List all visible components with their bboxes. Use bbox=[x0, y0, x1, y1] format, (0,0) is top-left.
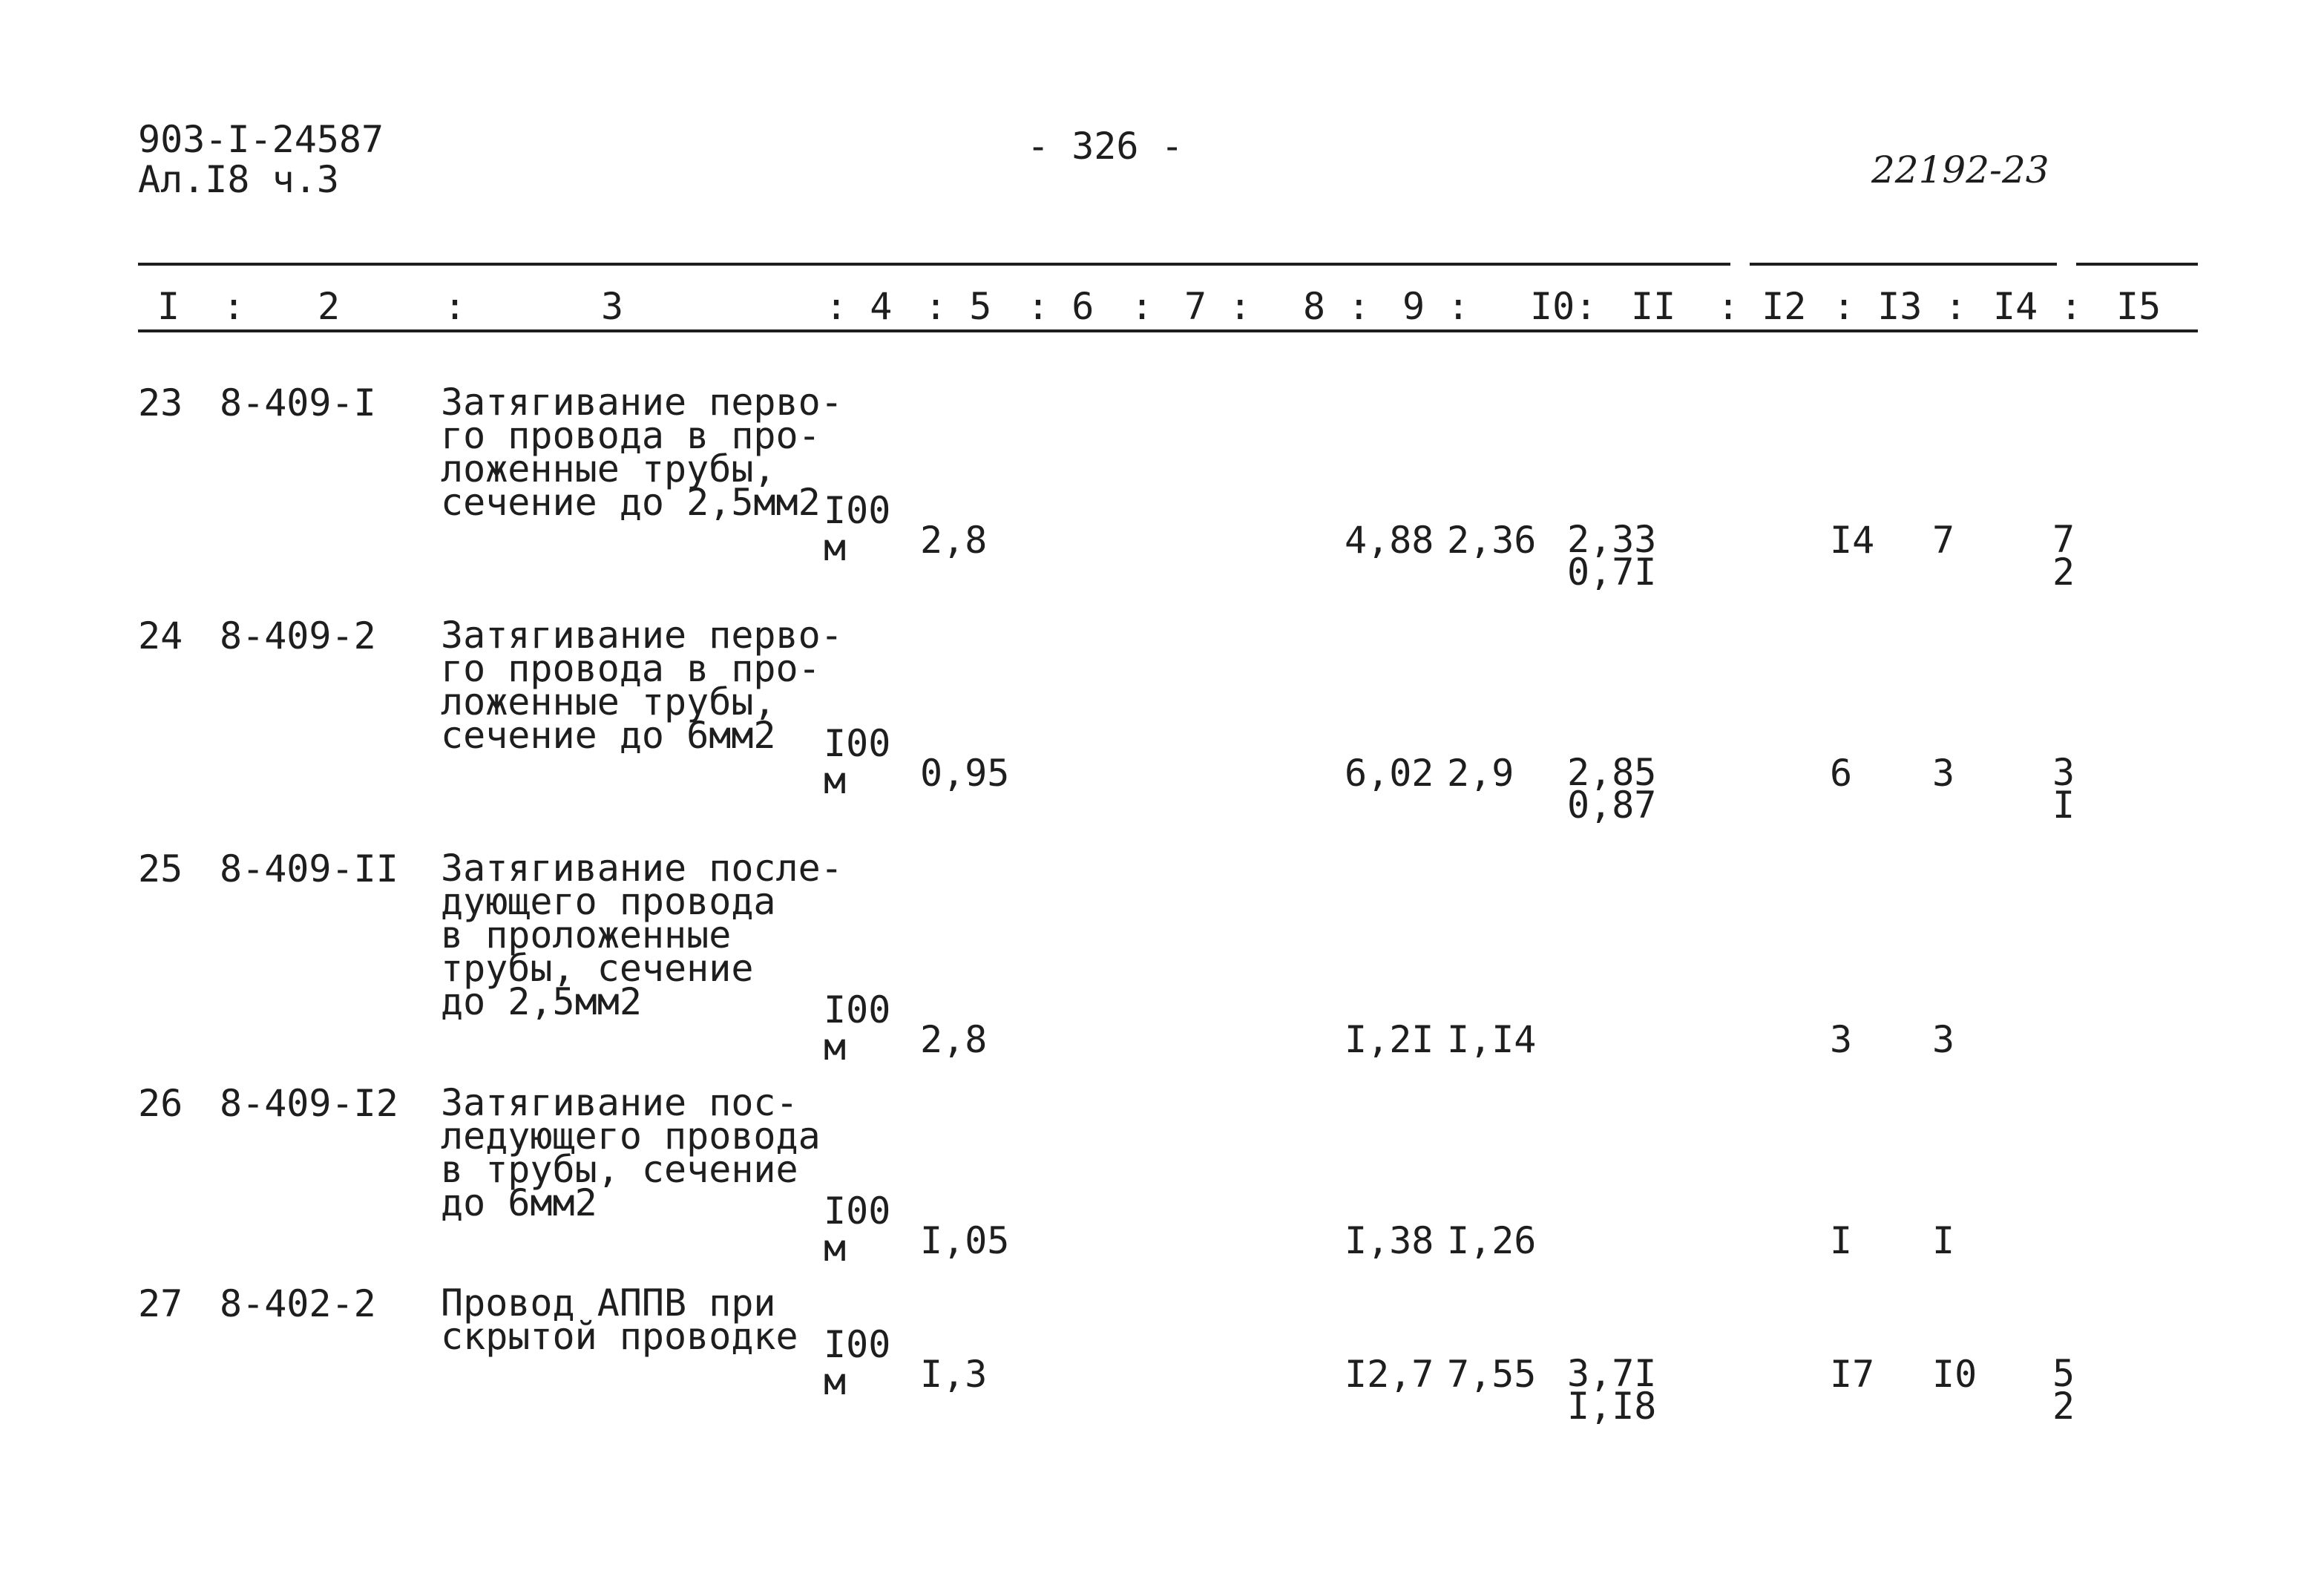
work-description-line: сечение до 6мм2 bbox=[441, 714, 776, 757]
top-rule-end bbox=[2076, 263, 2198, 266]
col-header-5: : 5 bbox=[925, 285, 992, 328]
work-description-line: Затягивание перво- bbox=[441, 381, 843, 424]
work-description-line: до 6мм2 bbox=[441, 1181, 597, 1224]
col9-value: I,26 bbox=[1447, 1219, 1537, 1262]
work-description-line: в проложенные bbox=[441, 913, 732, 956]
col9-value: 7,55 bbox=[1447, 1353, 1537, 1396]
col15-value: 5 bbox=[2052, 1352, 2075, 1395]
quantity-value: 0,95 bbox=[920, 752, 1010, 795]
work-description-line: ложенные трубы, bbox=[441, 447, 776, 490]
unit-qty: I00 bbox=[824, 1189, 891, 1233]
col10-value: 2,33 bbox=[1567, 518, 1657, 561]
col8-value: I2,7 bbox=[1345, 1353, 1434, 1396]
unit-measure: м bbox=[824, 1360, 847, 1403]
col13-value: 3 bbox=[1932, 752, 1955, 795]
col-header-12: : I2 bbox=[1717, 285, 1807, 328]
col15-value: 7 bbox=[2052, 518, 2075, 561]
col15-value: 3 bbox=[2052, 751, 2075, 794]
col-header-14: I4 : bbox=[1993, 285, 2083, 328]
unit-measure: м bbox=[824, 526, 847, 569]
unit-measure: м bbox=[824, 759, 847, 802]
work-description-line: трубы, сечение bbox=[441, 947, 754, 990]
quantity-value: 2,8 bbox=[920, 1018, 988, 1061]
work-description-line: ледующего провода bbox=[441, 1115, 821, 1158]
unit-qty: I00 bbox=[824, 1323, 891, 1366]
work-description-line: го провода в про- bbox=[441, 414, 821, 457]
row-number: 24 bbox=[138, 614, 183, 657]
col-header-7: 7 : bbox=[1184, 285, 1252, 328]
unit-qty: I00 bbox=[824, 489, 891, 532]
work-description-line: Провод АППВ при bbox=[441, 1282, 776, 1325]
col-header-sep: : bbox=[223, 285, 246, 328]
col-header-15: I5 bbox=[2116, 285, 2161, 328]
quantity-value: I,3 bbox=[920, 1353, 988, 1396]
col-header-10: I0: bbox=[1530, 285, 1598, 328]
row-number: 27 bbox=[138, 1282, 183, 1325]
col-header-sep: : bbox=[444, 285, 467, 328]
header-bottom-rule bbox=[138, 329, 2198, 332]
row-number: 23 bbox=[138, 381, 183, 424]
col15-value: I bbox=[2052, 784, 2075, 827]
rate-code: 8-409-2 bbox=[220, 614, 376, 657]
col-header-6: : 6 bbox=[1027, 285, 1094, 328]
rate-code: 8-409-I2 bbox=[220, 1082, 398, 1125]
col12-value: I4 bbox=[1830, 519, 1875, 562]
col10-value: 3,7I bbox=[1567, 1352, 1657, 1395]
col-header-4: : 4 bbox=[825, 285, 893, 328]
col10-value: 2,85 bbox=[1567, 751, 1657, 794]
col13-value: I0 bbox=[1932, 1353, 1977, 1396]
col8-value: 6,02 bbox=[1345, 752, 1434, 795]
col-header-3: 3 bbox=[601, 285, 624, 328]
document-part: Ал.I8 ч.3 bbox=[138, 158, 339, 201]
col9-value: I,I4 bbox=[1447, 1018, 1537, 1061]
work-description-line: Затягивание пос- bbox=[441, 1081, 798, 1124]
work-description-line: ложенные трубы, bbox=[441, 680, 776, 723]
row-number: 25 bbox=[138, 847, 183, 890]
col12-value: I bbox=[1830, 1219, 1853, 1262]
col-header-8: 8 : bbox=[1303, 285, 1371, 328]
archive-code: 22192-23 bbox=[1871, 148, 2049, 191]
col9-value: 2,9 bbox=[1447, 752, 1514, 795]
col12-value: I7 bbox=[1830, 1353, 1875, 1396]
work-description-line: в трубы, сечение bbox=[441, 1148, 798, 1191]
col15-value: 2 bbox=[2052, 1385, 2075, 1428]
col8-value: I,38 bbox=[1345, 1219, 1434, 1262]
col-header-11: II bbox=[1631, 285, 1676, 328]
col12-value: 6 bbox=[1830, 752, 1853, 795]
work-description-line: Затягивание после- bbox=[441, 847, 843, 890]
work-description-line: скрытой проводке bbox=[441, 1315, 798, 1358]
top-rule-mid bbox=[1750, 263, 2057, 266]
col10-value: I,I8 bbox=[1567, 1385, 1657, 1428]
work-description-line: дующего провода bbox=[441, 880, 776, 923]
document-code: 903-I-24587 bbox=[138, 118, 384, 161]
work-description-line: го провода в про- bbox=[441, 647, 821, 690]
col-header-sep: : bbox=[1131, 285, 1154, 328]
col-header-9: 9 : bbox=[1402, 285, 1470, 328]
top-rule-main bbox=[138, 263, 1730, 266]
col13-value: 7 bbox=[1932, 519, 1955, 562]
col15-value: 2 bbox=[2052, 551, 2075, 594]
page-number: - 326 - bbox=[1027, 125, 1184, 168]
col13-value: 3 bbox=[1932, 1018, 1955, 1061]
col8-value: 4,88 bbox=[1345, 519, 1434, 562]
col-header-13: : I3 : bbox=[1833, 285, 1967, 328]
quantity-value: 2,8 bbox=[920, 519, 988, 562]
unit-qty: I00 bbox=[824, 722, 891, 765]
unit-measure: м bbox=[824, 1227, 847, 1270]
work-description-line: сечение до 2,5мм2 bbox=[441, 481, 821, 524]
col-header-2: 2 bbox=[318, 285, 341, 328]
col8-value: I,2I bbox=[1345, 1018, 1434, 1061]
work-description-line: Затягивание перво- bbox=[441, 614, 843, 657]
rate-code: 8-409-I bbox=[220, 381, 376, 424]
col13-value: I bbox=[1932, 1219, 1955, 1262]
unit-qty: I00 bbox=[824, 988, 891, 1031]
col9-value: 2,36 bbox=[1447, 519, 1537, 562]
unit-measure: м bbox=[824, 1026, 847, 1069]
row-number: 26 bbox=[138, 1082, 183, 1125]
work-description-line: до 2,5мм2 bbox=[441, 980, 642, 1023]
col10-value: 0,87 bbox=[1567, 784, 1657, 827]
quantity-value: I,05 bbox=[920, 1219, 1010, 1262]
col10-value: 0,7I bbox=[1567, 551, 1657, 594]
col12-value: 3 bbox=[1830, 1018, 1853, 1061]
col-header-1: I bbox=[157, 285, 180, 328]
rate-code: 8-409-II bbox=[220, 847, 398, 890]
rate-code: 8-402-2 bbox=[220, 1282, 376, 1325]
